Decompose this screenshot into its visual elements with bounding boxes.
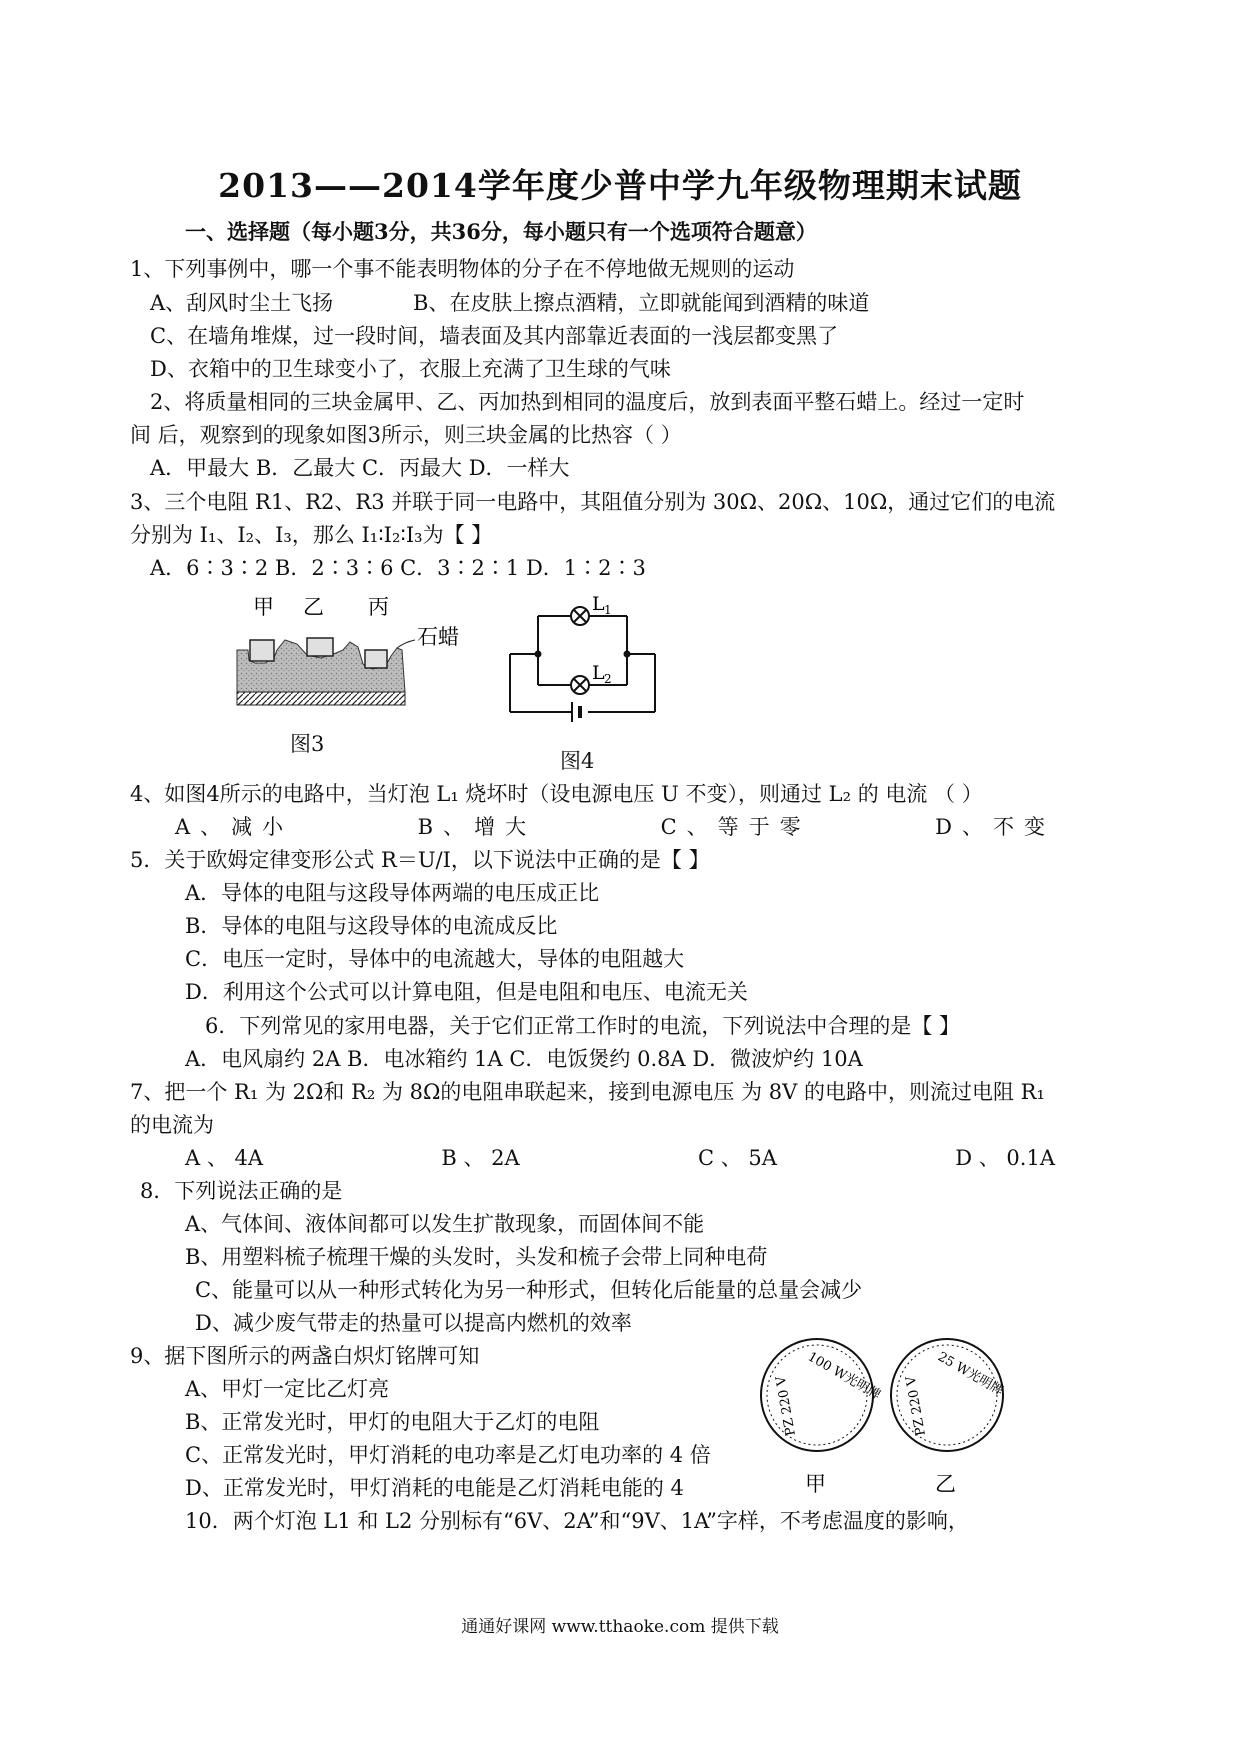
q6-options: A．电风扇约 2A B．电冰箱约 1A C．电饭煲约 0.8A D．微波炉约 10A bbox=[185, 1047, 863, 1071]
q8-stem: 8．下列说法正确的是 bbox=[140, 1179, 343, 1203]
q7-stem-line2: 的电流为 bbox=[130, 1113, 214, 1137]
q7-option-a: A 、 4A bbox=[185, 1146, 264, 1170]
q7-option-c: C 、 5A bbox=[697, 1146, 777, 1170]
q5-option-b: B．导体的电阻与这段导体的电流成反比 bbox=[185, 914, 558, 938]
fig4-l1-sub: 1 bbox=[604, 603, 612, 617]
q2-stem-line1: 2、将质量相同的三块金属甲、乙、丙加热到相同的温度后，放到表面平整石蜡上。经过一定时 bbox=[150, 390, 1025, 414]
q4-option-c: C、等于零 bbox=[660, 815, 811, 839]
q7-stem-line1: 7、把一个 R₁ 为 2Ω和 R₂ 为 8Ω的电阻串联起来，接到电源电压 为 8V 的电路中，则流过电阻 R₁ bbox=[130, 1080, 1045, 1104]
bulb-jia-nameplate bbox=[761, 1339, 883, 1451]
q1-option-a: A、刮风时尘土飞扬 bbox=[150, 291, 334, 315]
figure-4-circuit-diagram bbox=[500, 592, 670, 722]
q1-stem: 1、下列事例中，哪一个事不能表明物体的分子在不停地做无规则的运动 bbox=[130, 257, 795, 281]
q4-stem: 4、如图4所示的电路中，当灯泡 L₁ 烧坏时（设电源电压 U 不变），则通过 L₂ 的 电流 （ ） bbox=[130, 782, 983, 806]
q5-option-d: D．利用这个公式可以计算电阻，但是电阻和电压、电流无关 bbox=[185, 980, 748, 1004]
bulb-nameplates-figure bbox=[755, 1335, 1035, 1505]
q9-option-b: B、正常发光时，甲灯的电阻大于乙灯的电阻 bbox=[185, 1410, 600, 1434]
q10-stem: 10．两个灯泡 L1 和 L2 分别标有“6V、2A”和“9V、1A”字样，不考虑温度的影响， bbox=[185, 1509, 969, 1533]
q9-option-d: D、正常发光时，甲灯消耗的电能是乙灯消耗电能的 4 bbox=[185, 1476, 684, 1500]
q8-option-a: A、气体间、液体间都可以发生扩散现象，而固体间不能 bbox=[185, 1212, 705, 1236]
q5-stem: 5．关于欧姆定律变形公式 R＝U/I，以下说法中正确的是【 】 bbox=[130, 848, 710, 872]
q9-option-c: C、正常发光时，甲灯消耗的电功率是乙灯电功率的 4 倍 bbox=[185, 1443, 711, 1467]
q3-stem-line2: 分别为 I₁、I₂、I₃，那么 I₁∶I₂∶I₃为【 】 bbox=[130, 523, 493, 547]
fig4-l2-label: L bbox=[592, 662, 605, 684]
q4-option-d: D、不变 bbox=[935, 815, 1055, 839]
bulb-jia-power: 100 W光明牌 bbox=[805, 1349, 883, 1404]
q9-stem: 9、据下图所示的两盏白炽灯铭牌可知 bbox=[130, 1344, 480, 1368]
q8-option-d: D、减少废气带走的热量可以提高内燃机的效率 bbox=[195, 1311, 632, 1335]
fig3-label-bing: 丙 bbox=[368, 595, 389, 619]
q9-option-a: A、甲灯一定比乙灯亮 bbox=[185, 1377, 390, 1401]
bulb-jia-pz: PZ 220 V bbox=[773, 1374, 799, 1437]
fig3-label-yi: 乙 bbox=[303, 595, 324, 619]
section-heading: 一、选择题（每小题3分，共36分，每小题只有一个选项符合题意） bbox=[185, 219, 817, 244]
q6-stem: 6．下列常见的家用电器，关于它们正常工作时的电流，下列说法中合理的是【 】 bbox=[205, 1014, 961, 1038]
q4-options bbox=[175, 813, 1055, 841]
fig4-caption: 图4 bbox=[560, 749, 595, 773]
exam-title: 2013——2014学年度少普中学九年级物理期末试题 bbox=[218, 166, 1022, 205]
bulb-jia-label: 甲 bbox=[805, 1472, 826, 1496]
page-footer: 通通好课网 www.tthaoke.com 提供下载 bbox=[461, 1617, 779, 1637]
q4-option-a: A、减小 bbox=[175, 815, 294, 839]
fig4-l2-sub: 2 bbox=[604, 672, 612, 686]
q3-options: A．6∶3∶2 B．2∶3∶6 C．3∶2∶1 D．1∶2∶3 bbox=[150, 556, 646, 580]
fig4-l1-label: L bbox=[592, 593, 605, 615]
q8-option-c: C、能量可以从一种形式转化为另一种形式，但转化后能量的总量会减少 bbox=[195, 1278, 863, 1302]
q1-option-c: C、在墙角堆煤，过一段时间，墙表面及其内部靠近表面的一浅层都变黑了 bbox=[150, 324, 839, 348]
fig3-wax-label: 石蜡 bbox=[417, 625, 459, 649]
q4-option-b: B、增大 bbox=[417, 815, 537, 839]
q2-options: A．甲最大 B．乙最大 C．丙最大 D．一样大 bbox=[150, 456, 570, 480]
bulb-yi-pz: PZ 220 V bbox=[903, 1374, 929, 1437]
bulb-yi-nameplate bbox=[891, 1339, 1006, 1451]
q5-option-c: C．电压一定时，导体中的电流越大，导体的电阻越大 bbox=[185, 947, 685, 971]
fig3-label-jia: 甲 bbox=[253, 595, 274, 619]
figure-3-wax-diagram bbox=[225, 592, 475, 722]
q5-option-a: A．导体的电阻与这段导体两端的电压成正比 bbox=[185, 881, 600, 905]
q7-option-b: B 、 2A bbox=[441, 1146, 520, 1170]
q2-stem-line2: 间 后，观察到的现象如图3所示，则三块金属的比热容（ ） bbox=[130, 423, 682, 447]
q7-options bbox=[185, 1144, 1055, 1172]
q7-option-d: D 、 0.1A bbox=[955, 1146, 1055, 1170]
bulb-yi-label: 乙 bbox=[935, 1472, 956, 1496]
q1-option-d: D、衣箱中的卫生球变小了，衣服上充满了卫生球的气味 bbox=[150, 357, 671, 381]
fig3-caption: 图3 bbox=[290, 732, 325, 756]
q3-stem-line1: 3、三个电阻 R1、R2、R3 并联于同一电路中，其阻值分别为 30Ω、20Ω、10Ω，通过它们的电流 bbox=[130, 490, 1056, 514]
bulb-yi-power: 25 W光明牌 bbox=[935, 1349, 1006, 1399]
q1-option-b: B、在皮肤上擦点酒精，立即就能闻到酒精的味道 bbox=[413, 291, 870, 315]
q8-option-b: B、用塑料梳子梳理干燥的头发时，头发和梳子会带上同种电荷 bbox=[185, 1245, 768, 1269]
